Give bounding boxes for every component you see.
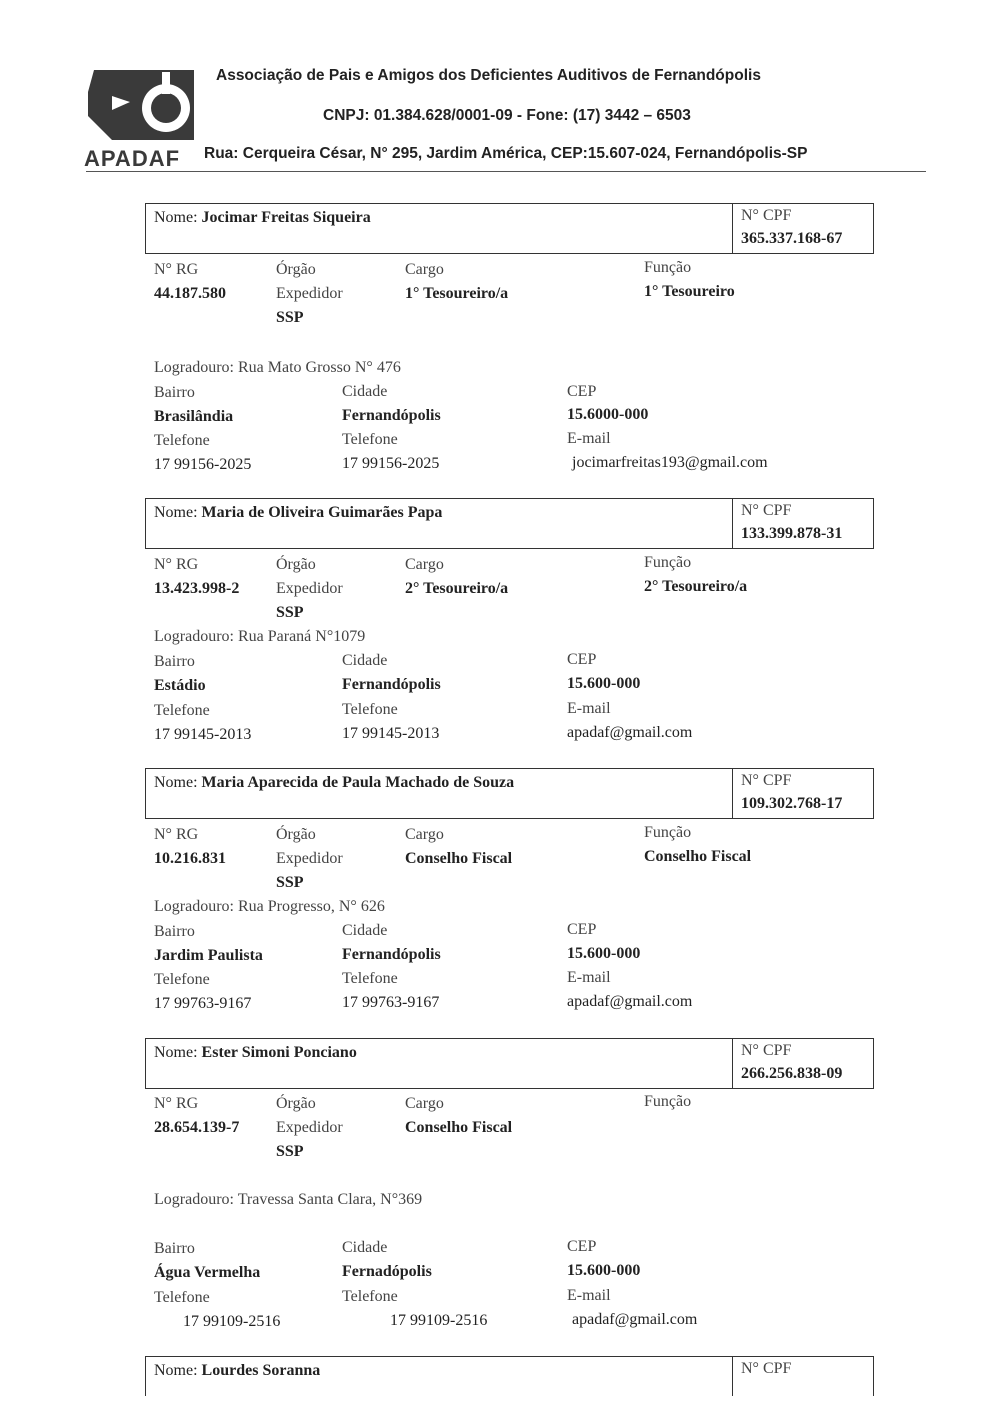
header-address: Rua: Cerqueira César, N° 295, Jardim América, CEP:15.607-024, Fernandópolis-SP [204, 145, 808, 162]
header-org-name: Associação de Pais e Amigos dos Deficientes Auditivos de Fernandópolis [216, 67, 761, 84]
rg-label: N° RG [154, 556, 199, 573]
cidade-label: Cidade [342, 922, 388, 939]
funcao-value: Conselho Fiscal [644, 848, 752, 865]
cargo-label: Cargo [405, 1095, 444, 1112]
cidade-label: Cidade [342, 1239, 388, 1256]
email-value: apadaf@gmail.com [567, 724, 693, 741]
name-field [154, 504, 442, 522]
orgao-value: SSP [276, 1143, 304, 1160]
header-divider [86, 171, 926, 172]
telefone-value: 17 99156-2025 [154, 456, 252, 473]
funcao-label: Função [644, 554, 692, 571]
rg-value: 28.654.139-7 [154, 1119, 240, 1136]
funcao-label: Função [644, 259, 692, 276]
bairro-label: Bairro [154, 923, 195, 940]
cep-value: 15.600-000 [567, 1262, 641, 1279]
name-label: Nome: [154, 774, 198, 791]
cargo-label: Cargo [405, 826, 444, 843]
telefone-label: Telefone [154, 702, 210, 719]
header-cnpj-phone: CNPJ: 01.384.628/0001-09 - Fone: (17) 3442 – 6503 [323, 107, 691, 124]
cpf-value: 109.302.768-17 [741, 795, 843, 812]
orgao-value: SSP [276, 874, 304, 891]
bairro-value: Brasilândia [154, 408, 234, 425]
bairro-label: Bairro [154, 653, 195, 670]
bairro-label: Bairro [154, 384, 195, 401]
funcao-value: 1° Tesoureiro [644, 283, 735, 300]
rg-label: N° RG [154, 261, 199, 278]
cep-label: CEP [567, 651, 597, 668]
name-field [154, 1362, 320, 1380]
cep-label: CEP [567, 383, 597, 400]
telefone-value: 17 99763-9167 [342, 994, 440, 1011]
cargo-value: Conselho Fiscal [405, 1119, 513, 1136]
name-box [145, 203, 874, 254]
name-box [145, 768, 874, 819]
cep-label: CEP [567, 1238, 597, 1255]
cpf-label: N° CPF [741, 1360, 792, 1377]
cidade-value: Fernadópolis [342, 1263, 432, 1280]
cpf-label: N° CPF [741, 772, 792, 789]
name-box [145, 1038, 874, 1089]
orgao-label: Órgão [276, 1095, 316, 1112]
name-label: Nome: [154, 504, 198, 521]
cep-value: 15.600-000 [567, 945, 641, 962]
telefone-value: 17 99145-2013 [342, 725, 440, 742]
rg-label: N° RG [154, 1095, 199, 1112]
telefone-value: 17 99109-2516 [390, 1312, 488, 1329]
cep-label: CEP [567, 921, 597, 938]
bairro-value: Jardim Paulista [154, 947, 263, 964]
email-label: E-mail [567, 1287, 611, 1304]
cpf-label: N° CPF [741, 502, 792, 519]
name-field [154, 1044, 357, 1062]
cpf-value: 365.337.168-67 [741, 230, 843, 247]
box-divider [732, 1039, 733, 1088]
logradouro: Logradouro: Travessa Santa Clara, N°369 [154, 1191, 423, 1208]
name-value: Maria de Oliveira Guimarães Papa [201, 504, 443, 521]
cargo-value: Conselho Fiscal [405, 850, 513, 867]
cidade-label: Cidade [342, 652, 388, 669]
name-value: Maria Aparecida de Paula Machado de Souza [201, 774, 515, 791]
cep-value: 15.600-000 [567, 675, 641, 692]
telefone-value: 17 99763-9167 [154, 995, 252, 1012]
telefone-value: 17 99109-2516 [183, 1313, 281, 1330]
name-value: Lourdes Soranna [201, 1362, 321, 1379]
logradouro: Logradouro: Rua Progresso, N° 626 [154, 898, 385, 915]
funcao-label: Função [644, 1093, 692, 1110]
cpf-label: N° CPF [741, 1042, 792, 1059]
logradouro: Logradouro: Rua Mato Grosso N° 476 [154, 359, 401, 376]
telefone-label: Telefone [342, 701, 398, 718]
cpf-value: 266.256.838-09 [741, 1065, 843, 1082]
expedidor-label: Expedidor [276, 850, 343, 867]
orgao-label: Órgão [276, 826, 316, 843]
apadaf-logo [82, 66, 200, 170]
name-label: Nome: [154, 209, 198, 226]
bairro-value: Água Vermelha [154, 1264, 261, 1281]
expedidor-label: Expedidor [276, 285, 343, 302]
bairro-label: Bairro [154, 1240, 195, 1257]
email-value: jocimarfreitas193@gmail.com [572, 454, 768, 471]
name-field [154, 774, 514, 792]
telefone-label: Telefone [342, 970, 398, 987]
name-label: Nome: [154, 1362, 198, 1379]
rg-label: N° RG [154, 826, 199, 843]
telefone-label: Telefone [342, 1288, 398, 1305]
email-label: E-mail [567, 700, 611, 717]
cpf-value: 133.399.878-31 [741, 525, 843, 542]
cidade-value: Fernandópolis [342, 407, 441, 424]
cpf-label: N° CPF [741, 207, 792, 224]
name-field [154, 209, 371, 227]
cargo-value: 2° Tesoureiro/a [405, 580, 509, 597]
cidade-value: Fernandópolis [342, 676, 441, 693]
telefone-value: 17 99156-2025 [342, 455, 440, 472]
email-value: apadaf@gmail.com [572, 1311, 698, 1328]
orgao-label: Órgão [276, 261, 316, 278]
rg-value: 44.187.580 [154, 285, 226, 302]
telefone-label: Telefone [154, 432, 210, 449]
svg-text:APADAF: APADAF [84, 146, 181, 170]
logradouro: Logradouro: Rua Paraná N°1079 [154, 628, 366, 645]
orgao-label: Órgão [276, 556, 316, 573]
box-divider [732, 499, 733, 548]
expedidor-label: Expedidor [276, 1119, 343, 1136]
box-divider [732, 1357, 733, 1396]
funcao-value: 2° Tesoureiro/a [644, 578, 748, 595]
rg-value: 13.423.998-2 [154, 580, 240, 597]
telefone-label: Telefone [342, 431, 398, 448]
cep-value: 15.6000-000 [567, 406, 649, 423]
name-box [145, 1356, 874, 1396]
telefone-label: Telefone [154, 1289, 210, 1306]
name-value: Ester Simoni Ponciano [201, 1044, 357, 1061]
rg-value: 10.216.831 [154, 850, 226, 867]
box-divider [732, 769, 733, 818]
name-label: Nome: [154, 1044, 198, 1061]
expedidor-label: Expedidor [276, 580, 343, 597]
orgao-value: SSP [276, 309, 304, 326]
cidade-label: Cidade [342, 383, 388, 400]
telefone-value: 17 99145-2013 [154, 726, 252, 743]
name-box [145, 498, 874, 549]
name-value: Jocimar Freitas Siqueira [201, 209, 371, 226]
bairro-value: Estádio [154, 677, 206, 694]
email-label: E-mail [567, 430, 611, 447]
cidade-value: Fernandópolis [342, 946, 441, 963]
cargo-value: 1° Tesoureiro/a [405, 285, 509, 302]
funcao-label: Função [644, 824, 692, 841]
orgao-value: SSP [276, 604, 304, 621]
cargo-label: Cargo [405, 261, 444, 278]
email-value: apadaf@gmail.com [567, 993, 693, 1010]
cargo-label: Cargo [405, 556, 444, 573]
email-label: E-mail [567, 969, 611, 986]
telefone-label: Telefone [154, 971, 210, 988]
box-divider [732, 204, 733, 253]
